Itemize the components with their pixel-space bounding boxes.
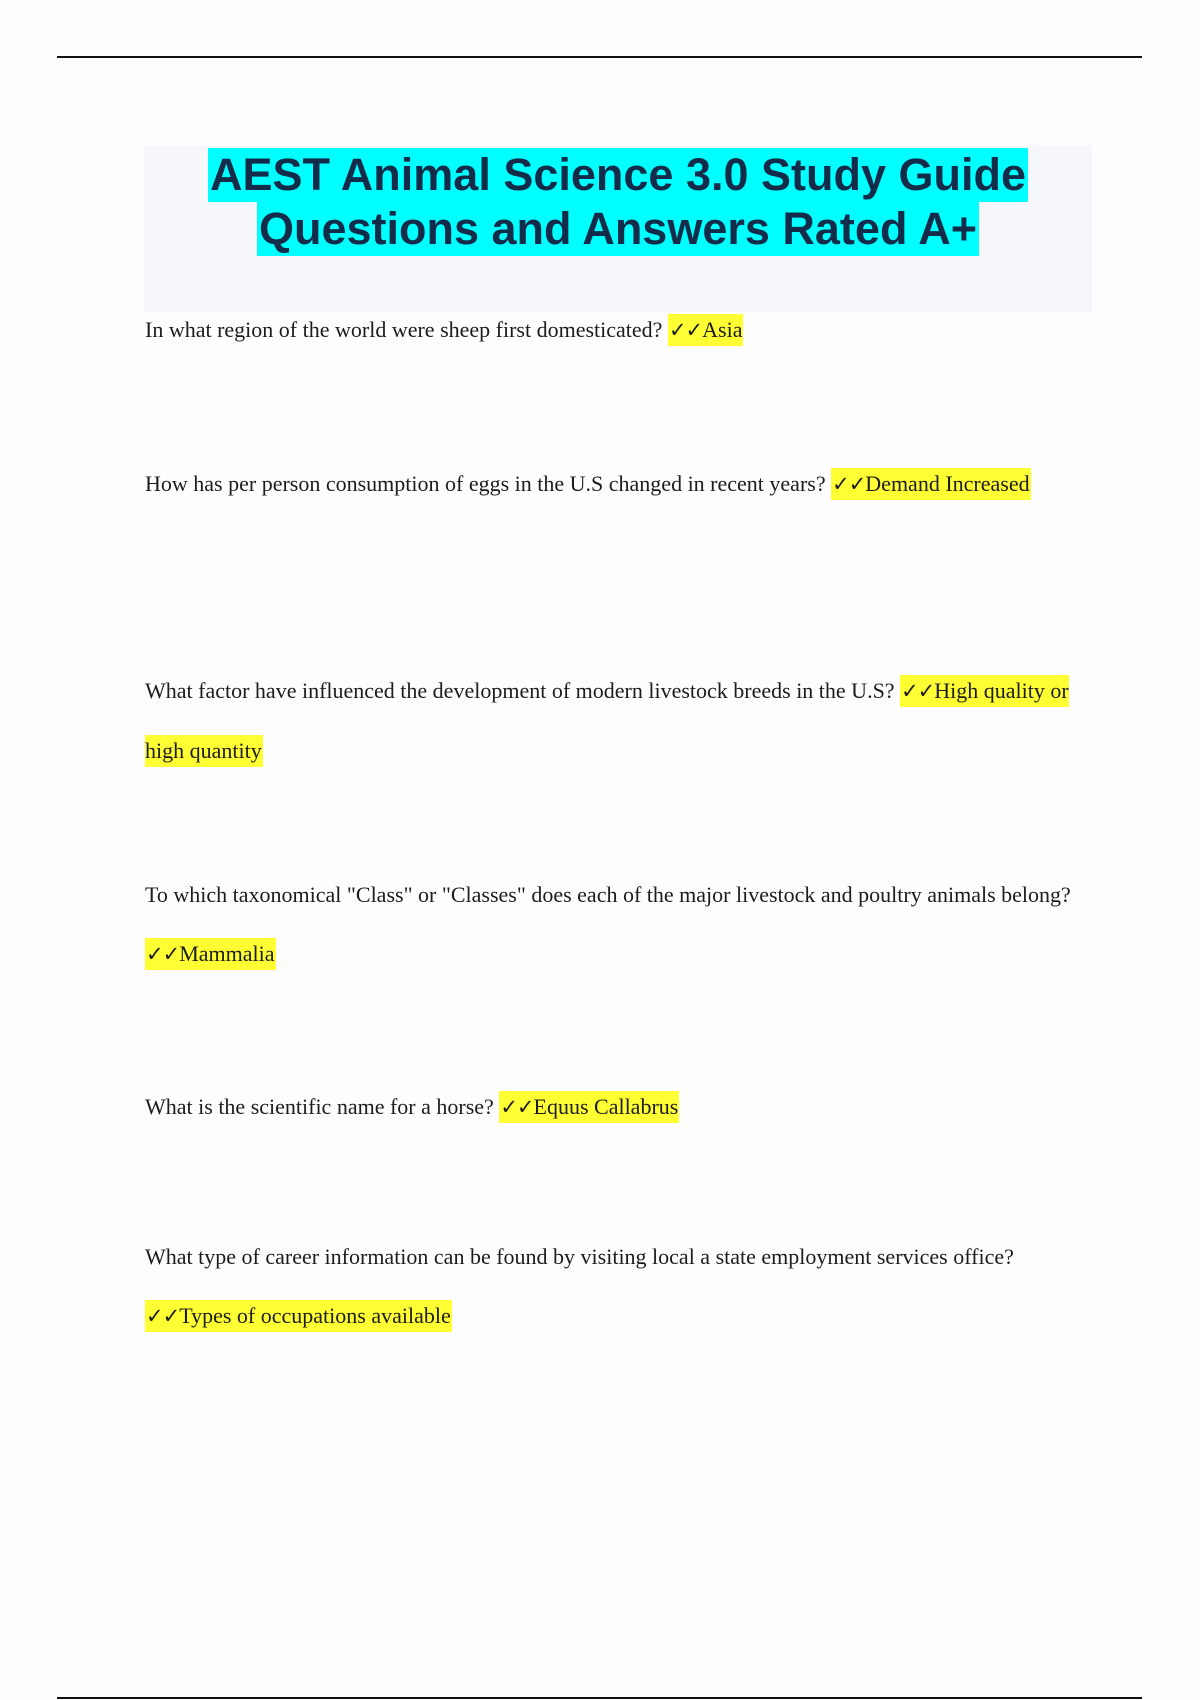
- header-rule: [57, 56, 1142, 58]
- question-text: What type of career information can be found by visiting local a state employment services office?: [145, 1244, 1014, 1269]
- title-banner: [144, 145, 1092, 312]
- check-mark-icon: ✓✓: [146, 1304, 180, 1328]
- answer-text: Mammalia: [179, 941, 275, 966]
- answer-highlight: [145, 1300, 452, 1332]
- footer-rule: [57, 1697, 1142, 1699]
- qa-item-2: [145, 454, 1100, 514]
- qa-item-6: [145, 1227, 1100, 1346]
- answer-text: Demand Increased: [865, 471, 1030, 496]
- page-title-line-2: Questions and Answers Rated A+: [258, 203, 978, 254]
- qa-item-3: [145, 661, 1100, 780]
- check-mark-icon: ✓✓: [500, 1095, 534, 1119]
- question-text: To which taxonomical "Class" or "Classes" does each of the major livestock and poultry animals belong?: [145, 882, 1071, 907]
- qa-item-1: [145, 300, 1100, 360]
- check-mark-icon: ✓✓: [146, 942, 180, 966]
- check-mark-icon: ✓✓: [901, 679, 935, 703]
- answer-text: High quality or high quantity: [145, 678, 1069, 763]
- answer-text: Equus Callabrus: [533, 1094, 679, 1119]
- answer-highlight: [145, 938, 276, 970]
- question-text: How has per person consumption of eggs in the U.S changed in recent years?: [145, 471, 826, 496]
- check-mark-icon: ✓✓: [832, 472, 866, 496]
- question-text: What is the scientific name for a horse?: [145, 1094, 494, 1119]
- question-text: What factor have influenced the development of modern livestock breeds in the U.S?: [145, 678, 895, 703]
- check-mark-icon: ✓✓: [668, 318, 703, 342]
- answer-text: Types of occupations available: [179, 1303, 451, 1328]
- qa-item-4: [145, 865, 1100, 984]
- question-text: In what region of the world were sheep first domesticated?: [145, 317, 663, 342]
- answer-highlight: [499, 1091, 679, 1123]
- qa-item-5: [145, 1077, 1100, 1137]
- answer-highlight: [831, 468, 1031, 500]
- answer-text: Asia: [702, 317, 743, 342]
- answer-highlight: [668, 314, 744, 346]
- page-title-line-1: AEST Animal Science 3.0 Study Guide: [209, 149, 1027, 200]
